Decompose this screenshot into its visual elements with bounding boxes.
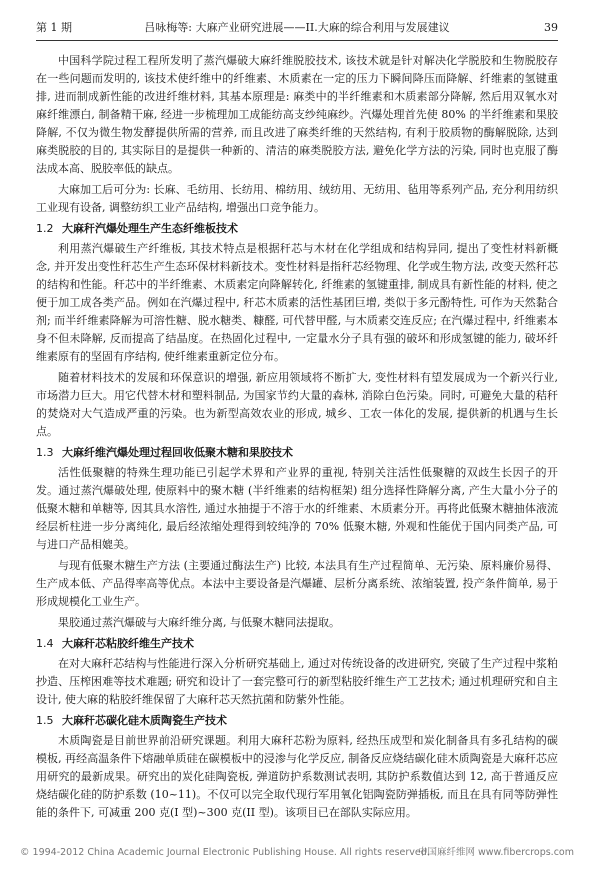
body-paragraph: 随着材料技术的发展和环保意识的增强, 新应用领域将不断扩大, 变性材料有望发展成为一个新兴行业, 市场潜力巨大。用它代替木材和塑料制品, 为国家节约大量的森林, 消除白色污染。同时, 可避免大量的秸秆的焚烧对大气造成严重的污染。也为新型高效农业的形成, 城乡、工农一体化的发展, 提供新的机遇与生长点。: [36, 371, 558, 438]
section-title: 大麻秆芯碳化硅木质陶瓷生产技术: [62, 714, 227, 727]
site-watermark: 中国麻纤维网 www.fibercrops.com: [417, 847, 574, 858]
section-number: 1.4: [36, 637, 54, 650]
body-paragraph: 大麻加工后可分为: 长麻、毛纺用、长纺用、棉纺用、绒纺用、无纺用、毡用等系列产品, 充分利用纺织工业现有设备, 调整纺织工业产品结构, 增强出口竞争能力。: [36, 183, 558, 214]
issue-label: 第 1 期: [36, 21, 72, 34]
body-paragraph: 与现有低聚木糖生产方法 (主要通过酶法生产) 比较, 本法具有生产过程简单、无污染、原料廉价易得、生产成本低、产品得率高等优点。本法中主要设备是汽爆罐、层析分离系统、浓缩装置, 投产条件简单, 易于形成规模化工业生产。: [36, 559, 558, 608]
body-paragraph: 在对大麻秆芯结构与性能进行深入分析研究基础上, 通过对传统设备的改进研究, 突破了生产过程中浆粕抄造、压榨困难等技术难题; 研究和设计了一套完整可行的新型粘胶纤维生产工艺技术; 通过机理研究和自主设计, 使大麻的粘胶纤维保留了大麻秆芯天然抗菌和防紫外性能。: [36, 657, 558, 706]
section-heading: [36, 444, 558, 462]
page-number: 39: [544, 21, 558, 34]
section-heading: [36, 220, 558, 238]
section-heading: [36, 635, 558, 653]
section-number: 1.3: [36, 446, 54, 459]
section-title: 大麻秆芯粘胶纤维生产技术: [62, 637, 194, 650]
section-heading: [36, 712, 558, 730]
running-header: [36, 18, 558, 41]
article-body: [36, 52, 558, 825]
copyright-notice: © 1994-2012 China Academic Journal Electronic Publishing House. All rights reserved.: [20, 847, 430, 858]
body-paragraph: 活性低聚糖的特殊生理功能已引起学术界和产业界的重视, 特别关注活性低聚糖的双歧生长因子的开发。通过蒸汽爆破处理, 使原料中的聚木糖 (半纤维素的结构框架) 组分选择性降解分离, 产生大量小分子的低聚木糖和单糖等, 因其具水溶性, 通过水抽提于不溶于水的纤维素、木质素分开。再将此低聚木糖抽体液流经层析柱进一步分离纯化, 最后经浓缩处理得到较纯净的 70% 低聚木糖, 外观和性能优于国内同类产品, 可与进口产品相媲美。: [36, 466, 558, 551]
running-title: 吕咏梅等: 大麻产业研究进展——II.大麻的综合利用与发展建议: [144, 21, 450, 34]
body-paragraph: 果胶通过蒸汽爆破与大麻纤维分离, 与低聚木糖同法提取。: [58, 616, 340, 629]
section-title: 大麻秆汽爆处理生产生态纤维板技术: [62, 222, 238, 235]
body-paragraph: 利用蒸汽爆破生产纤维板, 其技术特点是根据秆芯与木材在化学组成和结构异同, 提出了变性材料新概念, 并开发出变性秆芯生产生态环保材料新技术。变性材料是指秆芯经物理、化学或生物方法, 改变天然秆芯的结构和性能。秆芯中的半纤维素、木质素定向降解转化, 纤维素的氢键重排, 制成具有新性能的材料, 使之便于加工成各类产品。例如在汽爆过程中, 秆芯木质素的活性基团巨增, 类似于多元酚特性, 可作为天然黏合剂; 而半纤维素降解为可溶性糖、脱水糖类、糠醛, 可代替甲醛, 与木质素交连反应; 在汽爆过程中, 纤维素本身不但未降解, 反而提高了结晶度。在热固化过程中, 一定量水分子具有强的破坏和形成氢键的能力, 破坏纤维素原有的坚固有序结构, 使纤维素重新定位分布。: [36, 242, 558, 363]
section-number: 1.5: [36, 714, 54, 727]
section-title: 大麻纤维汽爆处理过程回收低聚木糖和果胶技术: [62, 446, 293, 459]
body-paragraph: 中国科学院过程工程所发明了蒸汽爆破大麻纤维脱胶技术, 该技术就是针对解决化学脱胶和生物脱胶存在一些问题而发明的, 该技术使纤维中的纤维素、木质素在一定的压力下瞬间降压而降解、纤维素的氢键重排, 进而制成新性能的改进纤维材料, 其基本原理是: 麻类中的半纤维素和木质素部分降解, 然后用双氧水对麻纤维漂白, 制备精干麻, 经进一步梳理加工成能纺高支纱纯麻纱。汽爆处理首先使 80% 的半纤维素和果胶降解, 不仅为微生物发酵提供所需的营养, 而且改进了麻类纤维的天然结构, 有利于胶质物的酶解脱除, 达到麻类脱胶的目的, 其实际目的是提供一种新的、清洁的麻类脱胶方法, 避免化学方法的污染, 同时也克服了酶法成本高、脱胶率低的缺点。: [36, 54, 558, 175]
body-paragraph: 木质陶瓷是目前世界前沿研究课题。利用大麻秆芯粉为原料, 经热压成型和炭化制备具有多孔结构的碳模板, 再经高温条件下熔融单质硅在碳模板中的浸渗与化学反应, 制备反应烧结碳化硅木质陶瓷是大麻秆芯应用研究的最新成果。研究出的炭化硅陶瓷板, 弹道防护系数测试表明, 其防护系数值达到 12, 高于普通反应烧结碳化硅的防护系数 (10~11)。不仅可以完全取代现行军用氧化铝陶瓷防弹插板, 而且在具有同等防弹性能的条件下, 可减重 200 克(I 型)~300 克(II 型)。该项目已在部队实际应用。: [36, 734, 558, 819]
section-number: 1.2: [36, 222, 54, 235]
